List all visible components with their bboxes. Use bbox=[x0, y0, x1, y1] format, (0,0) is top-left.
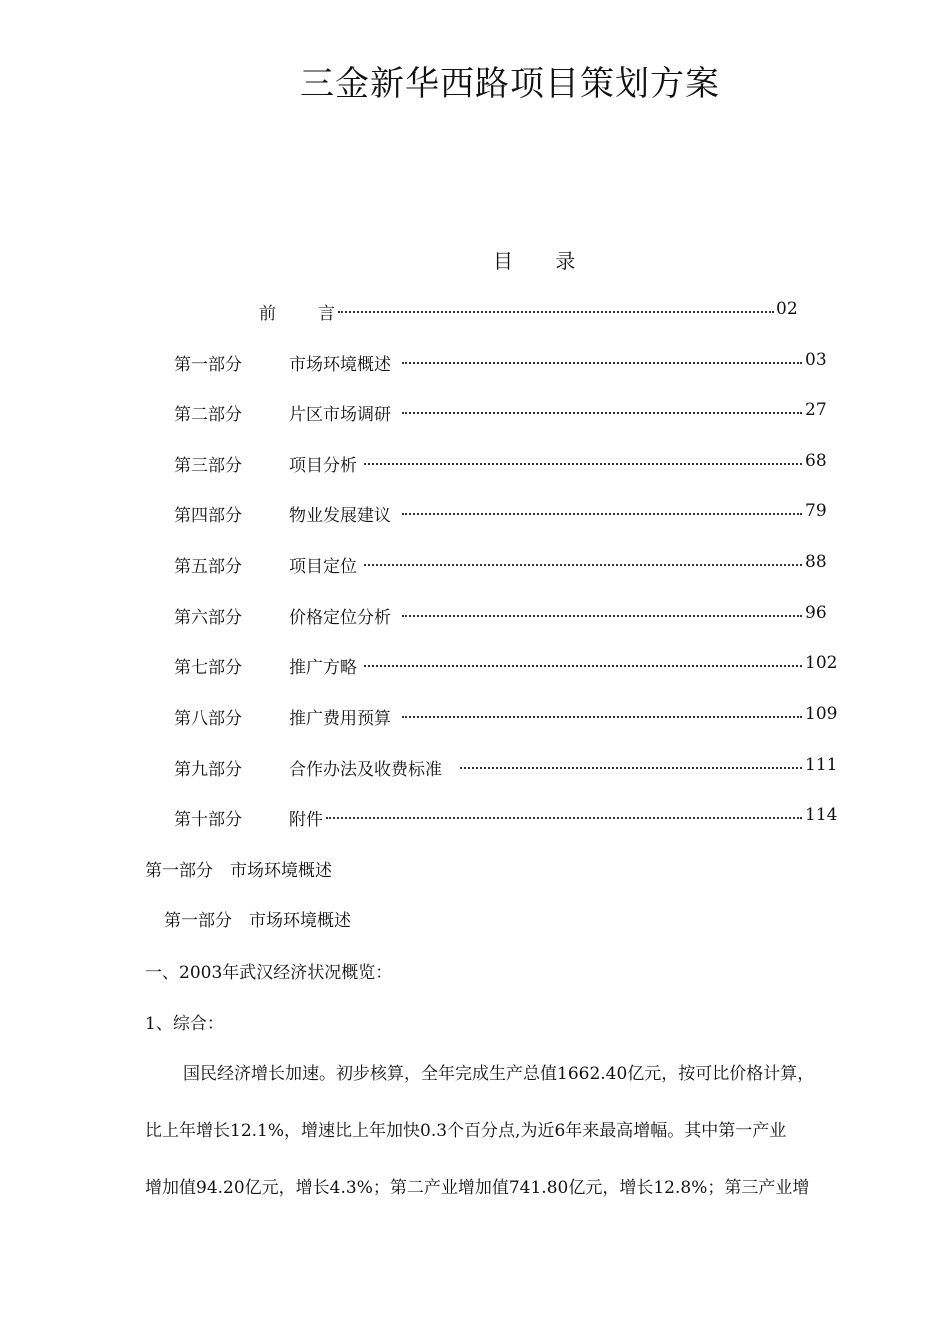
toc-entry-name: 市场环境概述 bbox=[289, 355, 391, 375]
paragraph-line: 比上年增长12.1%，增速比上年加快0.3个百分点,为近6年来最高增幅。其中第一产业 bbox=[145, 1121, 787, 1141]
toc-leader-dots bbox=[460, 755, 802, 769]
paragraph-line: 增加值94.20亿元，增长4.3%；第二产业增加值741.80亿元，增长12.8%；第三产业增 bbox=[145, 1178, 810, 1198]
toc-entry-page: 102 bbox=[805, 653, 838, 673]
toc-preface-label-a: 前 bbox=[259, 304, 276, 324]
toc-preface-label-b: 言 bbox=[318, 304, 335, 324]
toc-leader-dots bbox=[364, 451, 802, 465]
toc-entry-part: 第三部分 bbox=[174, 456, 242, 476]
toc-leader-dots bbox=[402, 400, 802, 414]
toc-entry bbox=[0, 501, 950, 525]
toc-entry bbox=[0, 400, 950, 424]
toc-entry bbox=[0, 755, 950, 779]
toc-entry-page: 88 bbox=[805, 552, 827, 572]
document-title: 三金新华西路项目策划方案 bbox=[300, 64, 720, 104]
toc-leader-dots bbox=[326, 805, 802, 819]
toc-entry-name: 价格定位分析 bbox=[289, 608, 391, 628]
toc-entry bbox=[0, 704, 950, 728]
toc-leader-dots bbox=[364, 653, 802, 667]
toc-entry-part: 第八部分 bbox=[174, 709, 242, 729]
item-heading: 1、综合： bbox=[145, 1014, 224, 1034]
toc-preface-page: 02 bbox=[776, 299, 798, 319]
toc-entry-page: 79 bbox=[805, 501, 827, 521]
toc-entry-name: 推广费用预算 bbox=[289, 709, 391, 729]
toc-entry-part: 第七部分 bbox=[174, 658, 242, 678]
toc-entry-page: 114 bbox=[805, 805, 838, 825]
toc-entry-name: 项目定位 bbox=[289, 557, 357, 577]
toc-entry-part: 第一部分 bbox=[174, 355, 242, 375]
toc-leader-dots bbox=[402, 603, 802, 617]
toc-entry-part: 第四部分 bbox=[174, 506, 242, 526]
toc-entry-name: 推广方略 bbox=[289, 658, 357, 678]
toc-leader-dots bbox=[364, 552, 802, 566]
paragraph-line: 国民经济增长加速。初步核算，全年完成生产总值1662.40亿元，按可比价格计算， bbox=[183, 1064, 815, 1084]
toc-entry bbox=[0, 603, 950, 627]
toc-entry-name: 附件 bbox=[289, 810, 323, 830]
section-heading-repeat: 第一部分 市场环境概述 bbox=[164, 911, 351, 931]
subheading: 一、2003年武汉经济状况概览： bbox=[145, 963, 393, 983]
toc-entry-name: 物业发展建议 bbox=[289, 506, 391, 526]
toc-entry-part: 第五部分 bbox=[174, 557, 242, 577]
toc-entry-page: 03 bbox=[805, 350, 827, 370]
toc-entry bbox=[0, 451, 950, 475]
toc-entry bbox=[0, 653, 950, 677]
toc-entry-part: 第九部分 bbox=[174, 760, 242, 780]
toc-entry-part: 第六部分 bbox=[174, 608, 242, 628]
toc-entry-name: 合作办法及收费标准 bbox=[289, 760, 442, 780]
toc-leader-dots bbox=[338, 299, 774, 313]
toc-entry-part: 第二部分 bbox=[174, 405, 242, 425]
toc-heading: 目 录 bbox=[493, 249, 594, 273]
section-heading: 第一部分 市场环境概述 bbox=[145, 861, 332, 881]
toc-entry-page: 111 bbox=[805, 755, 838, 775]
toc-entry-page: 109 bbox=[805, 704, 838, 724]
toc-entry bbox=[0, 805, 950, 829]
toc-leader-dots bbox=[402, 501, 802, 515]
toc-entry bbox=[0, 552, 950, 576]
toc-leader-dots bbox=[402, 704, 802, 718]
toc-entry-name: 项目分析 bbox=[289, 456, 357, 476]
toc-entry-name: 片区市场调研 bbox=[289, 405, 391, 425]
toc-entry-page: 27 bbox=[805, 400, 827, 420]
toc-entry-page: 96 bbox=[805, 603, 827, 623]
toc-preface-row bbox=[0, 299, 950, 323]
toc-entry bbox=[0, 350, 950, 374]
toc-leader-dots bbox=[402, 350, 802, 364]
toc-entry-page: 68 bbox=[805, 451, 827, 471]
toc-entry-part: 第十部分 bbox=[174, 810, 242, 830]
